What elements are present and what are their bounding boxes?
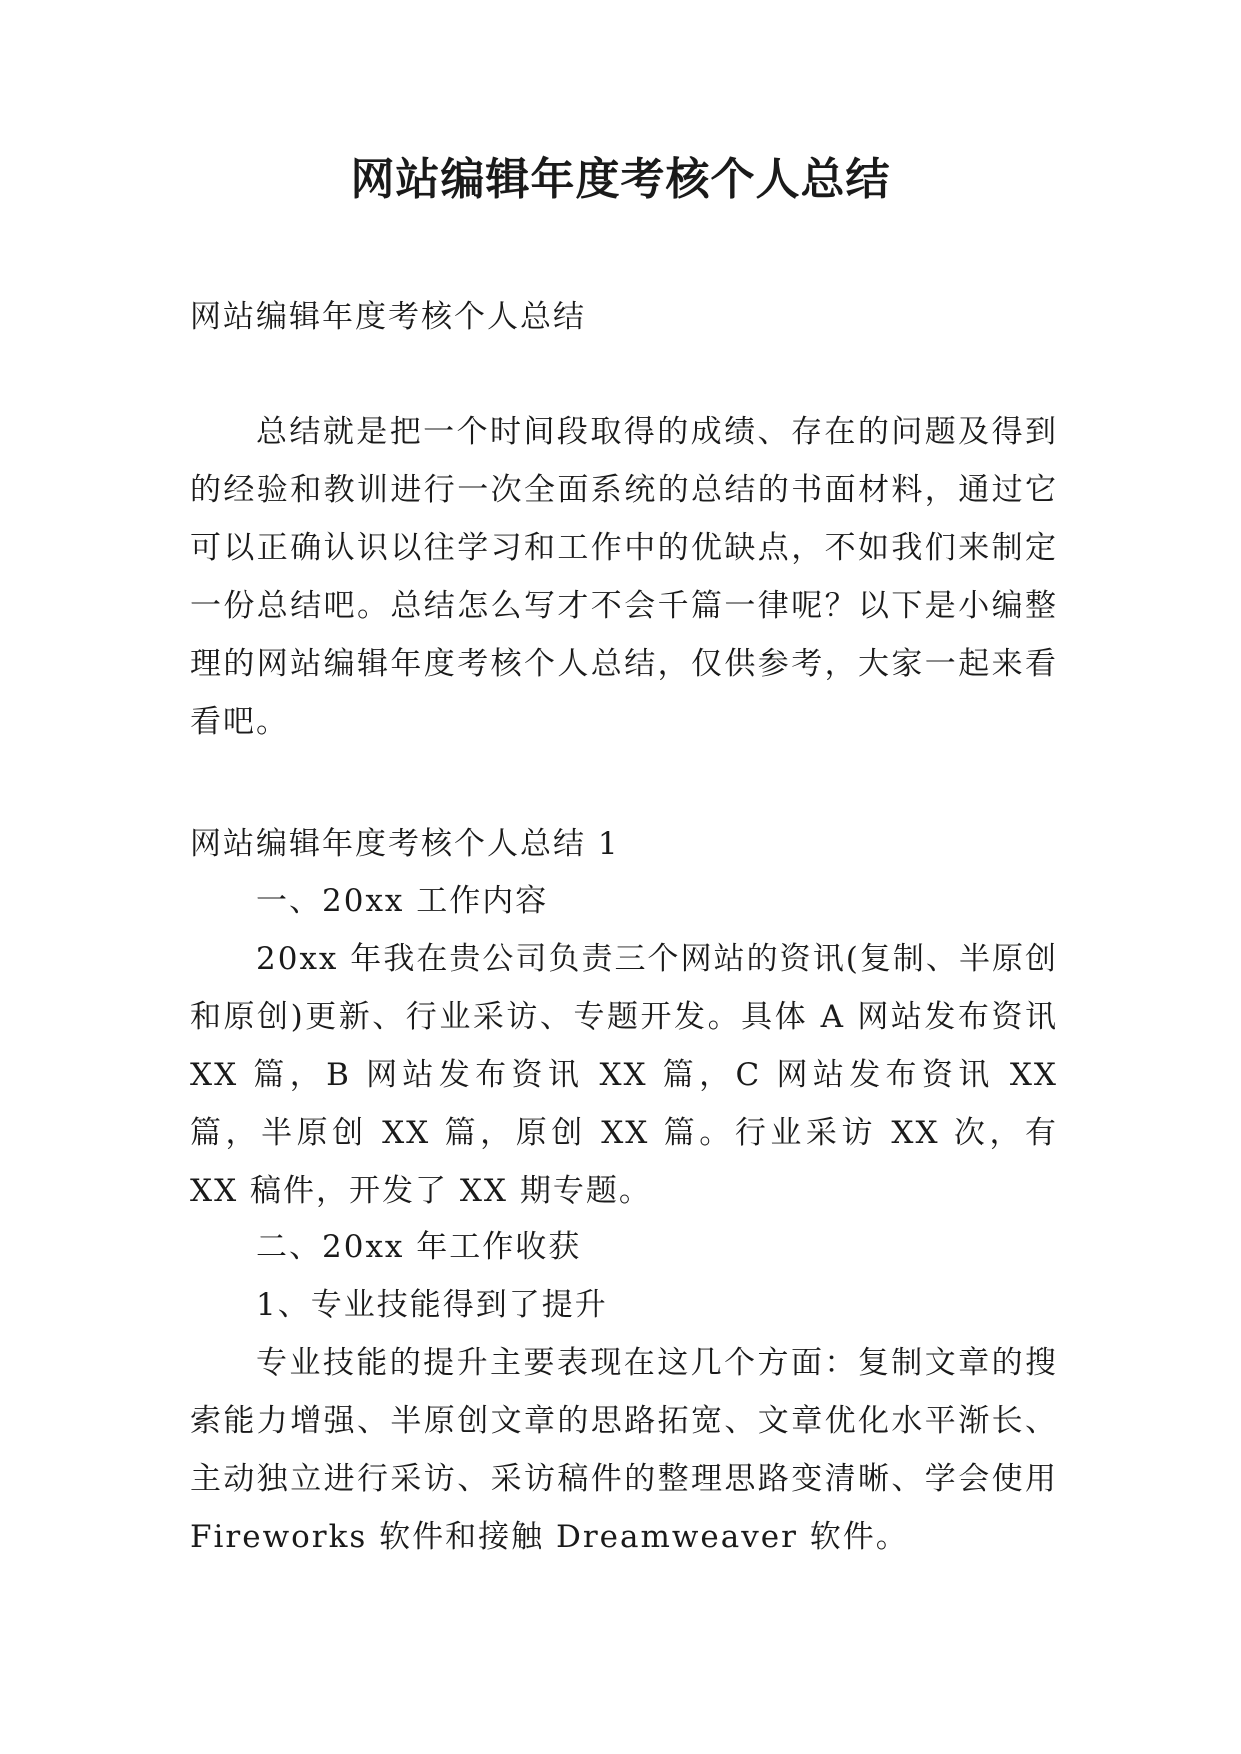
document-title: 网站编辑年度考核个人总结 <box>350 154 891 205</box>
intro-paragraph: 总结就是把一个时间段取得的成绩、存在的问题及得到的经验和教训进行一次全面系统的总结的书面材料，通过它可以正确认识以往学习和工作中的优缺点，不如我们来制定一份总结吧。总结怎么写才不会千篇一律呢？以下是小编整理的网站编辑年度考核个人总结，仅供参考，大家一起来看看吧。 <box>190 414 1058 740</box>
skills-paragraph: 专业技能的提升主要表现在这几个方面：复制文章的搜索能力增强、半原创文章的思路拓宽、文章优化水平渐长、主动独立进行采访、采访稿件的整理思路变清晰、学会使用 Fireworks 软件和接触 Dreamweaver 软件。 <box>190 1345 1058 1555</box>
heading-work-content: 一、20xx 工作内容 <box>256 883 549 919</box>
document-subtitle: 网站编辑年度考核个人总结 <box>190 299 586 335</box>
work-content-paragraph: 20xx 年我在贵公司负责三个网站的资讯(复制、半原创和原创)更新、行业采访、专题开发。具体 A 网站发布资讯 XX 篇，B 网站发布资讯 XX 篇，C 网站发布资讯 XX 篇，半原创 XX 篇，原创 XX 篇。行业采访 XX 次，有 XX 稿件，开发了 XX 期专题。 <box>190 941 1058 1209</box>
section-title: 网站编辑年度考核个人总结 1 <box>190 826 620 862</box>
heading-work-gains: 二、20xx 年工作收获 <box>256 1229 582 1265</box>
subheading-skills-improved: 1、专业技能得到了提升 <box>256 1287 608 1323</box>
